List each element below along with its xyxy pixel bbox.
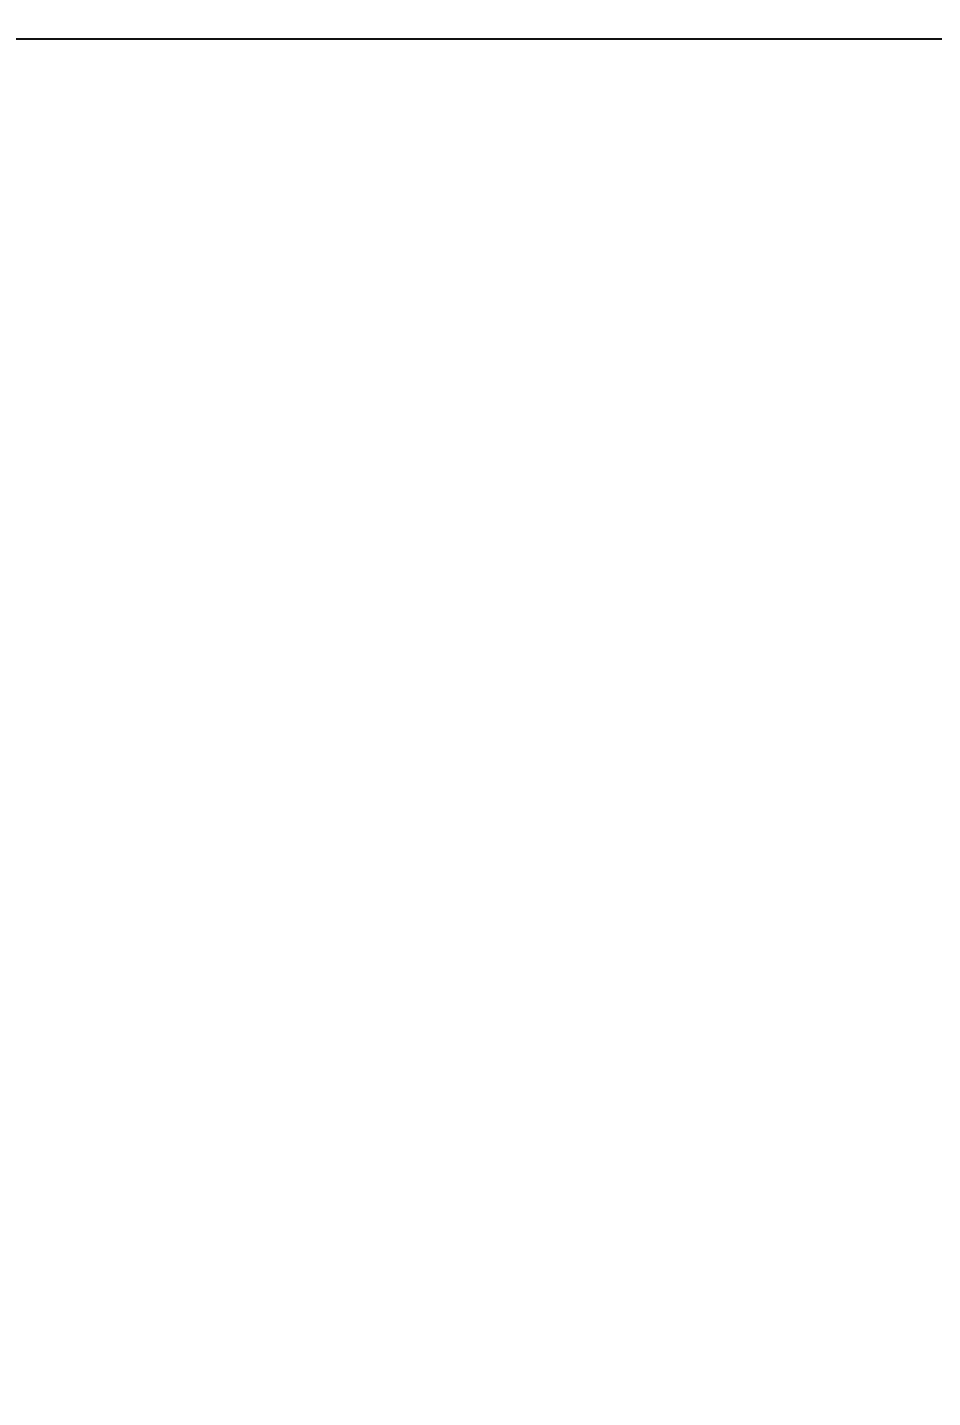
page-header xyxy=(16,0,942,40)
left-column xyxy=(0,50,468,1425)
right-column xyxy=(492,50,947,1425)
body-columns xyxy=(0,50,960,1425)
